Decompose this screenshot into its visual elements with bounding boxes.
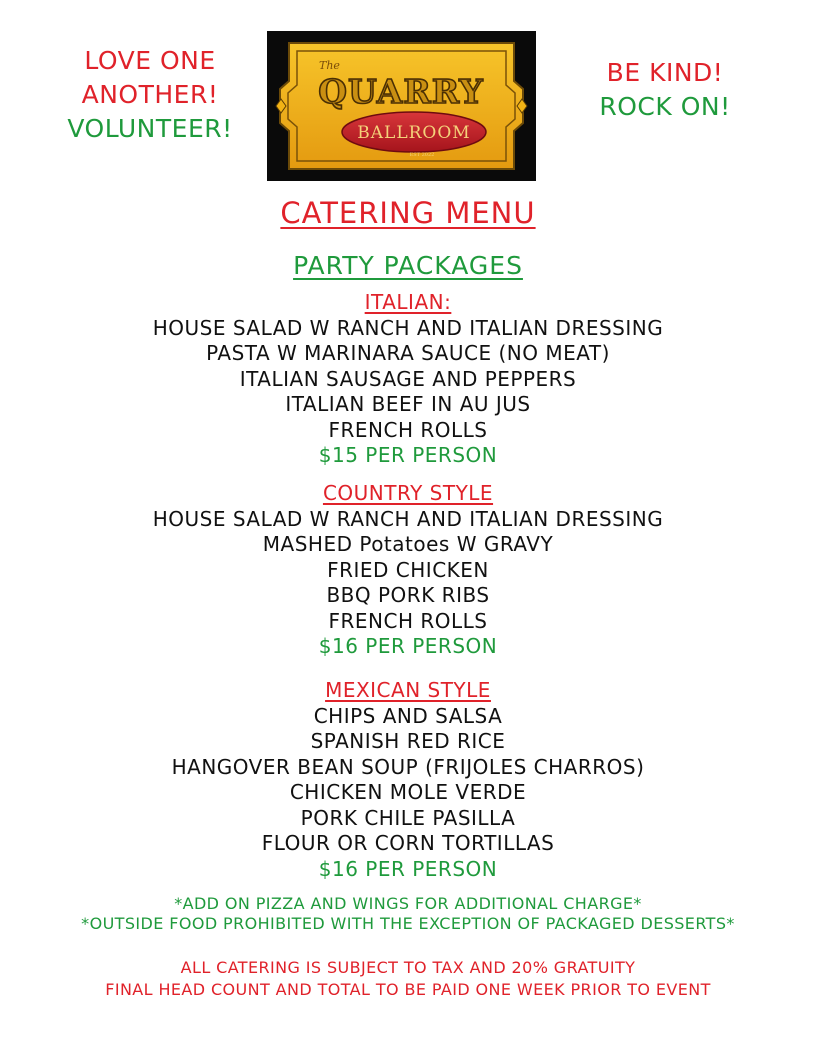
footer-head-count: FINAL HEAD COUNT AND TOTAL TO BE PAID ONE WEEK PRIOR TO EVENT xyxy=(105,980,711,999)
section-price: $15 PER PERSON xyxy=(318,443,498,467)
menu-item: HOUSE SALAD W RANCH AND ITALIAN DRESSING xyxy=(152,506,664,531)
menu-item: FLOUR OR CORN TORTILLAS xyxy=(261,831,555,855)
menu-item: HOUSE SALAD W RANCH AND ITALIAN DRESSING xyxy=(152,315,664,340)
menu-item: ITALIAN SAUSAGE AND PEPPERS xyxy=(239,366,577,391)
title-text: CATERING MENU xyxy=(280,196,536,230)
menu-notes xyxy=(0,894,816,934)
section-price: $16 PER PERSON xyxy=(318,856,498,881)
menu-item: CHICKEN MOLE VERDE xyxy=(289,780,527,804)
note-add-on: *ADD ON PIZZA AND WINGS FOR ADDITIONAL CHARGE* xyxy=(174,894,642,913)
footer-tax-gratuity: ALL CATERING IS SUBJECT TO TAX AND 20% GRATUITY xyxy=(180,958,636,977)
menu-item: FRENCH ROLLS xyxy=(328,608,488,633)
menu-section-mexican xyxy=(0,678,816,882)
menu-item: PASTA W MARINARA SAUCE (NO MEAT) xyxy=(206,341,610,365)
menu-item: FRENCH ROLLS xyxy=(328,417,488,442)
logo-ballroom-text: BALLROOM xyxy=(357,123,471,143)
section-heading: COUNTRY STYLE xyxy=(322,481,494,505)
menu-item: MASHED Potatoes W GRAVY xyxy=(262,532,554,556)
menu-item: CHIPS AND SALSA xyxy=(313,703,503,728)
quarry-ballroom-logo xyxy=(267,31,536,181)
slogan-be-kind: BE KIND! xyxy=(606,58,724,87)
slogan-love-one: LOVE ONE xyxy=(84,46,216,75)
slogan-right xyxy=(570,56,760,124)
menu-section-italian xyxy=(0,290,816,469)
menu-item: HANGOVER BEAN SOUP (FRIJOLES CHARROS) xyxy=(171,754,645,779)
menu-footer xyxy=(0,957,816,1001)
logo-the-text: The xyxy=(319,59,340,72)
menu-item: ITALIAN BEEF IN AU JUS xyxy=(285,392,531,416)
slogan-rock-on: ROCK ON! xyxy=(599,92,731,121)
menu-item: SPANISH RED RICE xyxy=(310,729,506,753)
section-heading: MEXICAN STYLE xyxy=(325,678,491,702)
page-subtitle xyxy=(0,251,816,280)
slogan-another: ANOTHER! xyxy=(81,80,219,109)
menu-item: FRIED CHICKEN xyxy=(327,557,489,582)
logo-quarry-text: QUARRY xyxy=(318,72,484,111)
section-heading: ITALIAN: xyxy=(364,290,452,314)
slogan-volunteer: VOLUNTEER! xyxy=(67,114,233,143)
note-outside-food: *OUTSIDE FOOD PROHIBITED WITH THE EXCEPTION OF PACKAGED DESSERTS* xyxy=(81,914,735,933)
slogan-left xyxy=(50,44,250,146)
page-title xyxy=(0,196,816,230)
menu-item: PORK CHILE PASILLA xyxy=(300,805,516,830)
logo-graphic xyxy=(267,31,536,181)
menu-section-country xyxy=(0,481,816,660)
subtitle-text: PARTY PACKAGES xyxy=(293,251,523,280)
menu-item: BBQ PORK RIBS xyxy=(326,583,490,607)
section-price: $16 PER PERSON xyxy=(318,634,498,658)
logo-est-text: EST 2022 xyxy=(409,152,435,158)
